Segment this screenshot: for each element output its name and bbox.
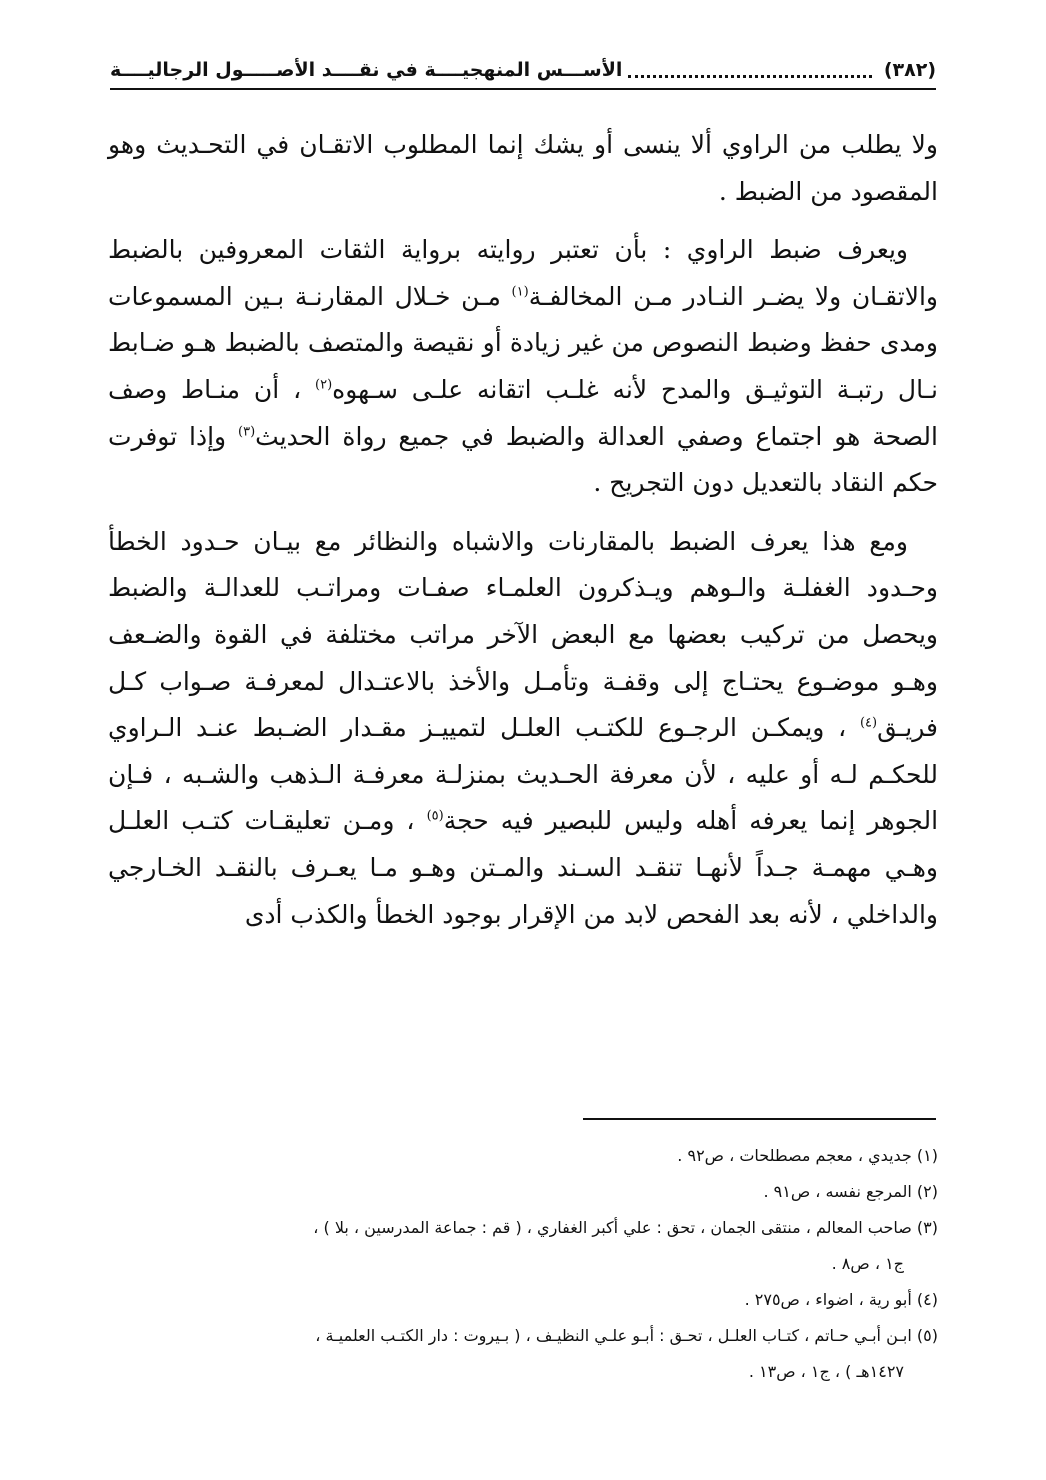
paragraph-1-text: ولا يطلب من الراوي ألا ينسى أو يشك إنما المطلوب الاتقـان في التحـديث وهو المقصود من الضبط .	[108, 130, 938, 206]
footnote-3-continuation: ج١ ، ص٨ .	[831, 1254, 904, 1273]
footnote-ref-5[interactable]: (٥)	[426, 808, 444, 824]
paragraph-2-text-d: وإذا توفرت حكم النقاد بالتعديل دون التجريح .	[108, 421, 938, 498]
footnote-5-continuation: ١٤٢٧هـ ) ، ج١ ، ص١٣ .	[748, 1362, 904, 1381]
footnote-3-text: (٣) صاحب المعالم ، منتقى الجمان ، تحق : علي أكبر الغفاري ، ( قم : جماعة المدرسين ، بلا ) ،	[313, 1218, 938, 1237]
footnote-5-text: (٥) ابـن أبـي حـاتم ، كتـاب العلـل ، تحـق : أبـو علـي النظيـف ، ( بـيروت : دار الكتـب العلميـة ،	[315, 1326, 938, 1345]
running-header	[110, 52, 936, 90]
footnotes	[108, 1138, 938, 1390]
footnote-ref-2[interactable]: (٢)	[315, 377, 333, 393]
header-dot-leader	[628, 63, 871, 78]
footnote-ref-4[interactable]: (٤)	[859, 715, 878, 731]
page-number: (٣٨٢)	[883, 59, 936, 81]
paragraph-2-text-c: ، أن منـاط وصف الصحة هو اجتماع وصفي العدالة والضبط في جميع رواة الحديث	[108, 374, 938, 451]
footnote-divider	[583, 1118, 936, 1120]
footnote-1: (١) جديدي ، معجم مصطلحات ، ص٩٢ .	[677, 1146, 938, 1165]
paragraph-3-text-a: ومع هذا يعرف الضبط بالمقارنات والاشباه والنظائر مع بيـان حـدود الخطأ وحـدود الغفلـة والـوهم ويـذكرون العلمـاء صفـات ومراتـب للعدالـة والضبط ويحصل من تركيب بعضها مع البعض الآخر مراتب مختلفة في القوة والضـعف وهـو موضـوع يحتـاج إلى وقفـة وتأمـل والأخذ بالاعتـدال لمعرفـة صـواب كـل فريـق	[108, 526, 938, 743]
footnote-5	[108, 1318, 938, 1390]
paragraph-2-text-a: ويعرف ضبط الراوي : بأن تعتبر روايته برواية الثقات المعروفين بالضبط والاتقـان ولا يضـر النـادر مـن المخالفـة	[108, 235, 938, 311]
footnote-ref-3[interactable]: (٣)	[238, 424, 256, 440]
paragraph-3	[108, 519, 938, 938]
paragraph-2	[108, 227, 938, 507]
main-text	[108, 122, 938, 950]
footnote-ref-1[interactable]: (١)	[511, 284, 529, 300]
footnote-2: (٢) المرجع نفسه ، ص٩١ .	[763, 1182, 938, 1201]
book-title: الأســـس المنهجيــــة في نقــــد الأصـــــول الرجاليــــة	[110, 59, 623, 81]
paragraph-3-text-b: ، ويمكـن الرجـوع للكتـب العلـل لتمييـز مقـدار الضـبط عنـد الـراوي للحكـم لـه أو عليه ، لأن معرفة الحـديث بمنزلـة معرفـة الـذهب والشـبه ، فـإن الجوهر إنما يعرفه أهله وليس للبصير فيه حجة	[108, 713, 939, 836]
paragraph-1	[108, 122, 938, 215]
footnote-3	[108, 1210, 938, 1282]
footnote-4: (٤) أبو رية ، اضواء ، ص٢٧٥ .	[744, 1290, 938, 1309]
paragraph-2-text-b: مـن خـلال المقارنـة بـين المسموعات ومدى حفظ وضبط النصوص من غير زيادة أو نقيصة والمتصف بالضبط هـو ضـابط نـال رتبـة التوثيـق والمدح لأنه غلـب اتقانه علـى سـهوه	[108, 281, 938, 404]
paragraph-3-text-c: ، ومـن تعليقـات كتـب العلـل وهـي مهمـة جـداً لأنهـا تنقـد السـند والمـتن وهـو مـا يعـرف بالنقـد الخـارجي والداخلي ، لأنه بعد الفحص لابد من الإقرار بوجود الخطأ والكذب أدى	[108, 806, 938, 929]
